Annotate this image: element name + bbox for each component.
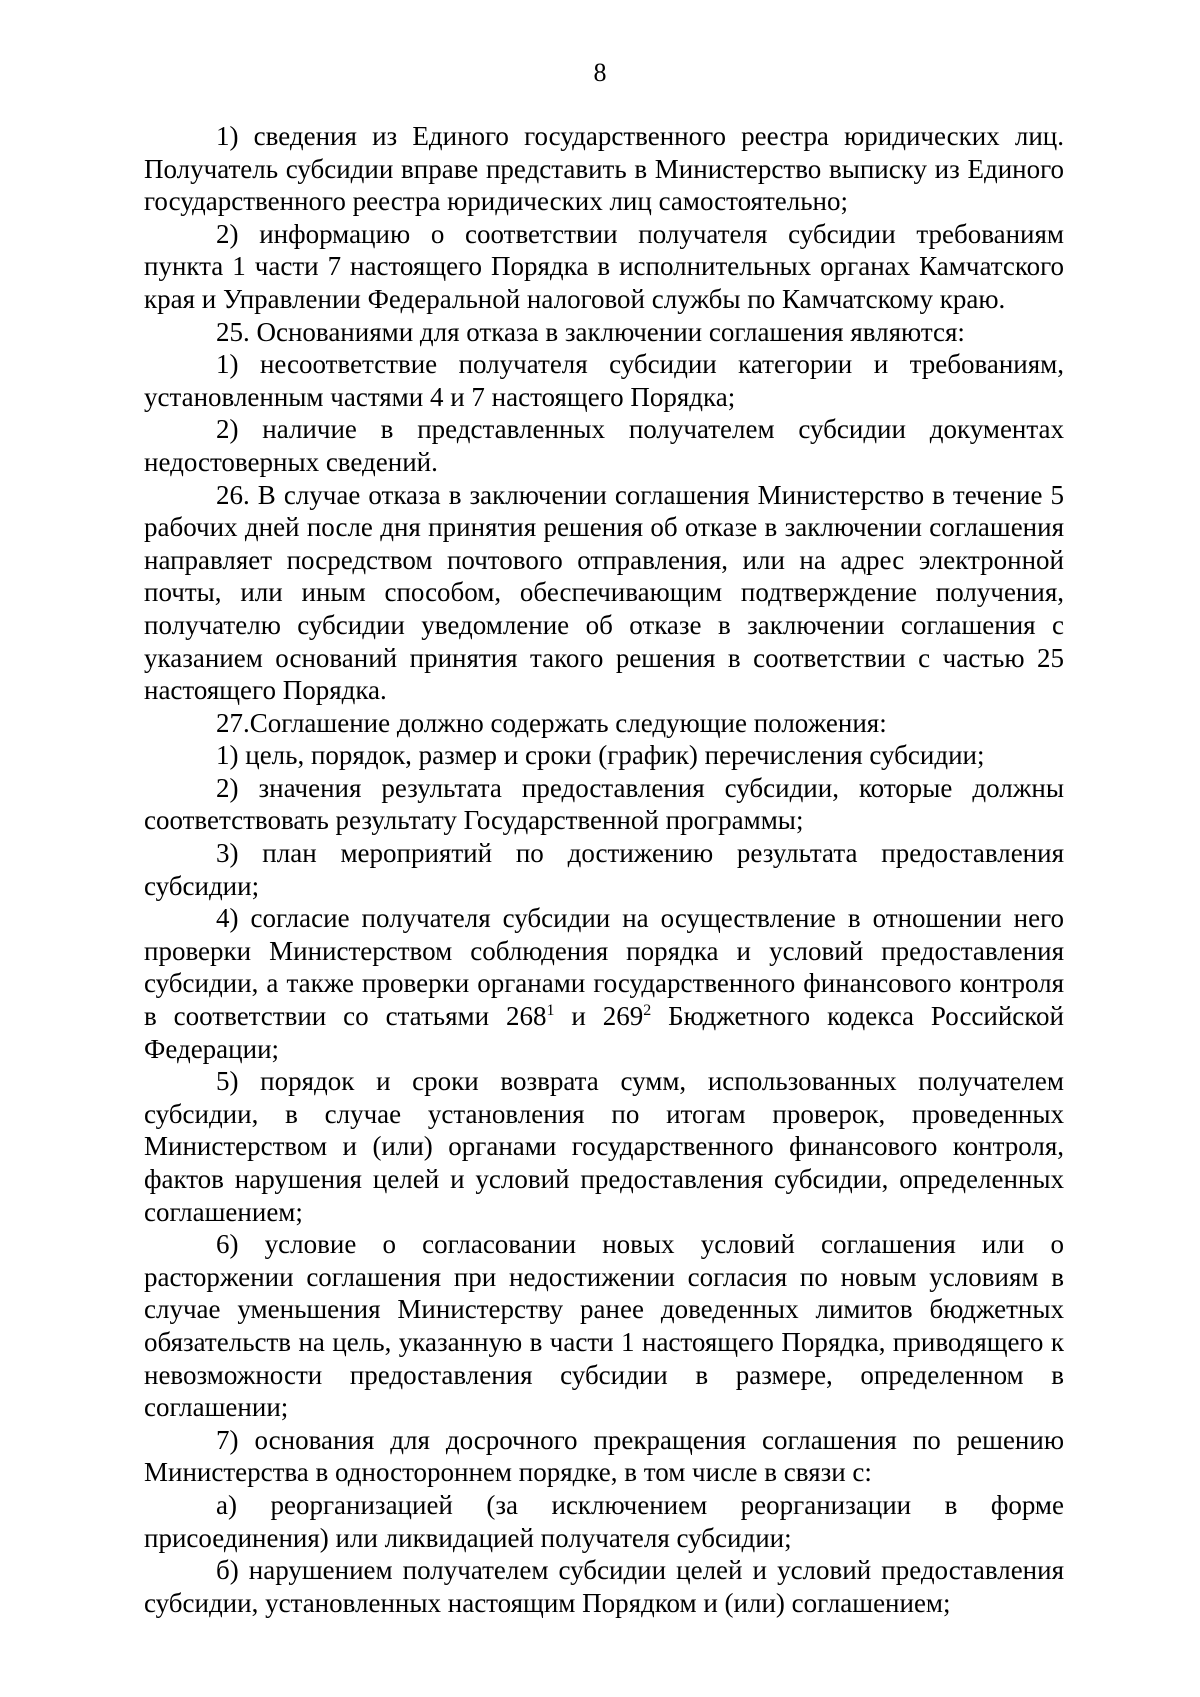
paragraph-25-1: 1) несоответствие получателя субсидии категории и требованиям, установленным частями 4 и 7 настоящего Порядка; <box>144 349 1064 412</box>
paragraph-26: 26. В случае отказа в заключении соглашения Министерство в течение 5 рабочих дней после дня принятия решения об отказе в заключении соглашения направляет посредством почтового отправления, или на адрес электронной почты, или иным способом, обеспечивающим подтверждение получения, получателю субсидии уведомление об отказе в заключении соглашения с указанием оснований принятия такого решения в соответствии с частью 25 настоящего Порядка. <box>144 479 1064 706</box>
document-body <box>144 120 1064 1619</box>
paragraph-27-7-b: б) нарушением получателем субсидии целей и условий предоставления субсидии, установленных настоящим Порядком и (или) соглашением; <box>144 1555 1064 1618</box>
paragraph-24-2: 2) информацию о соответствии получателя субсидии требованиям пункта 1 части 7 настоящего Порядка в исполнительных органах Камчатского края и Управлении Федеральной налоговой службы по Камчатскому краю. <box>144 218 1064 314</box>
paragraph-27-3: 3) план мероприятий по достижению результата предоставления субсидии; <box>144 838 1064 901</box>
paragraph-25: 25. Основаниями для отказа в заключении соглашения являются: <box>216 316 965 347</box>
paragraph-27-6: 6) условие о согласовании новых условий соглашения или о расторжении соглашения при недостижении согласия по новым условиям в случае уменьшения Министерству ранее доведенных лимитов бюджетных обязательств на цель, указанную в части 1 настоящего Порядка, приводящего к невозможности предоставления субсидии в размере, определенном в соглашении; <box>144 1229 1064 1423</box>
paragraph-27-7: 7) основания для досрочного прекращения соглашения по решению Министерства в одностороннем порядке, в том числе в связи с: <box>144 1424 1064 1488</box>
superscript-article-268: 1 <box>546 1002 555 1020</box>
paragraph-24-1: 1) сведения из Единого государственного реестра юридических лиц. Получатель субсидии вправе представить в Министерство выписку из Единого государственного реестра юридических лиц самостоятельно; <box>144 121 1064 217</box>
superscript-article-269: 2 <box>643 1002 652 1020</box>
paragraph-27-4-text-b: и 269 <box>554 1001 644 1032</box>
paragraph-27-5: 5) порядок и сроки возврата сумм, использованных получателем субсидии, в случае установления по итогам проверок, проведенных Министерством и (или) органами государственного финансового контроля, фактов нарушения целей и условий предоставления субсидии, определенных соглашением; <box>144 1066 1064 1227</box>
paragraph-27-2: 2) значения результата предоставления субсидии, которые должны соответствовать результату Государственной программы; <box>144 772 1064 836</box>
paragraph-27: 27.Соглашение должно содержать следующие положения: <box>216 707 887 738</box>
paragraph-27-4 <box>144 902 1064 1065</box>
paragraph-27-4-text-a: 4) согласие получателя субсидии на осуществление в отношении него проверки Министерством соблюдения порядка и условий предоставления субсидии, а также проверки органами государственного финансового контроля в соответствии со статьями 268 <box>144 903 1064 1032</box>
paragraph-27-4-text-c: Бюджетного кодекса Российской Федерации; <box>144 1001 1064 1064</box>
page-number: 8 <box>593 58 607 87</box>
paragraph-25-2: 2) наличие в представленных получателем субсидии документах недостоверных сведений. <box>144 414 1064 477</box>
paragraph-27-7-a: а) реорганизацией (за исключением реорганизации в форме присоединения) или ликвидацией получателя субсидии; <box>144 1489 1064 1553</box>
paragraph-27-1: 1) цель, порядок, размер и сроки (график) перечисления субсидии; <box>216 740 985 771</box>
